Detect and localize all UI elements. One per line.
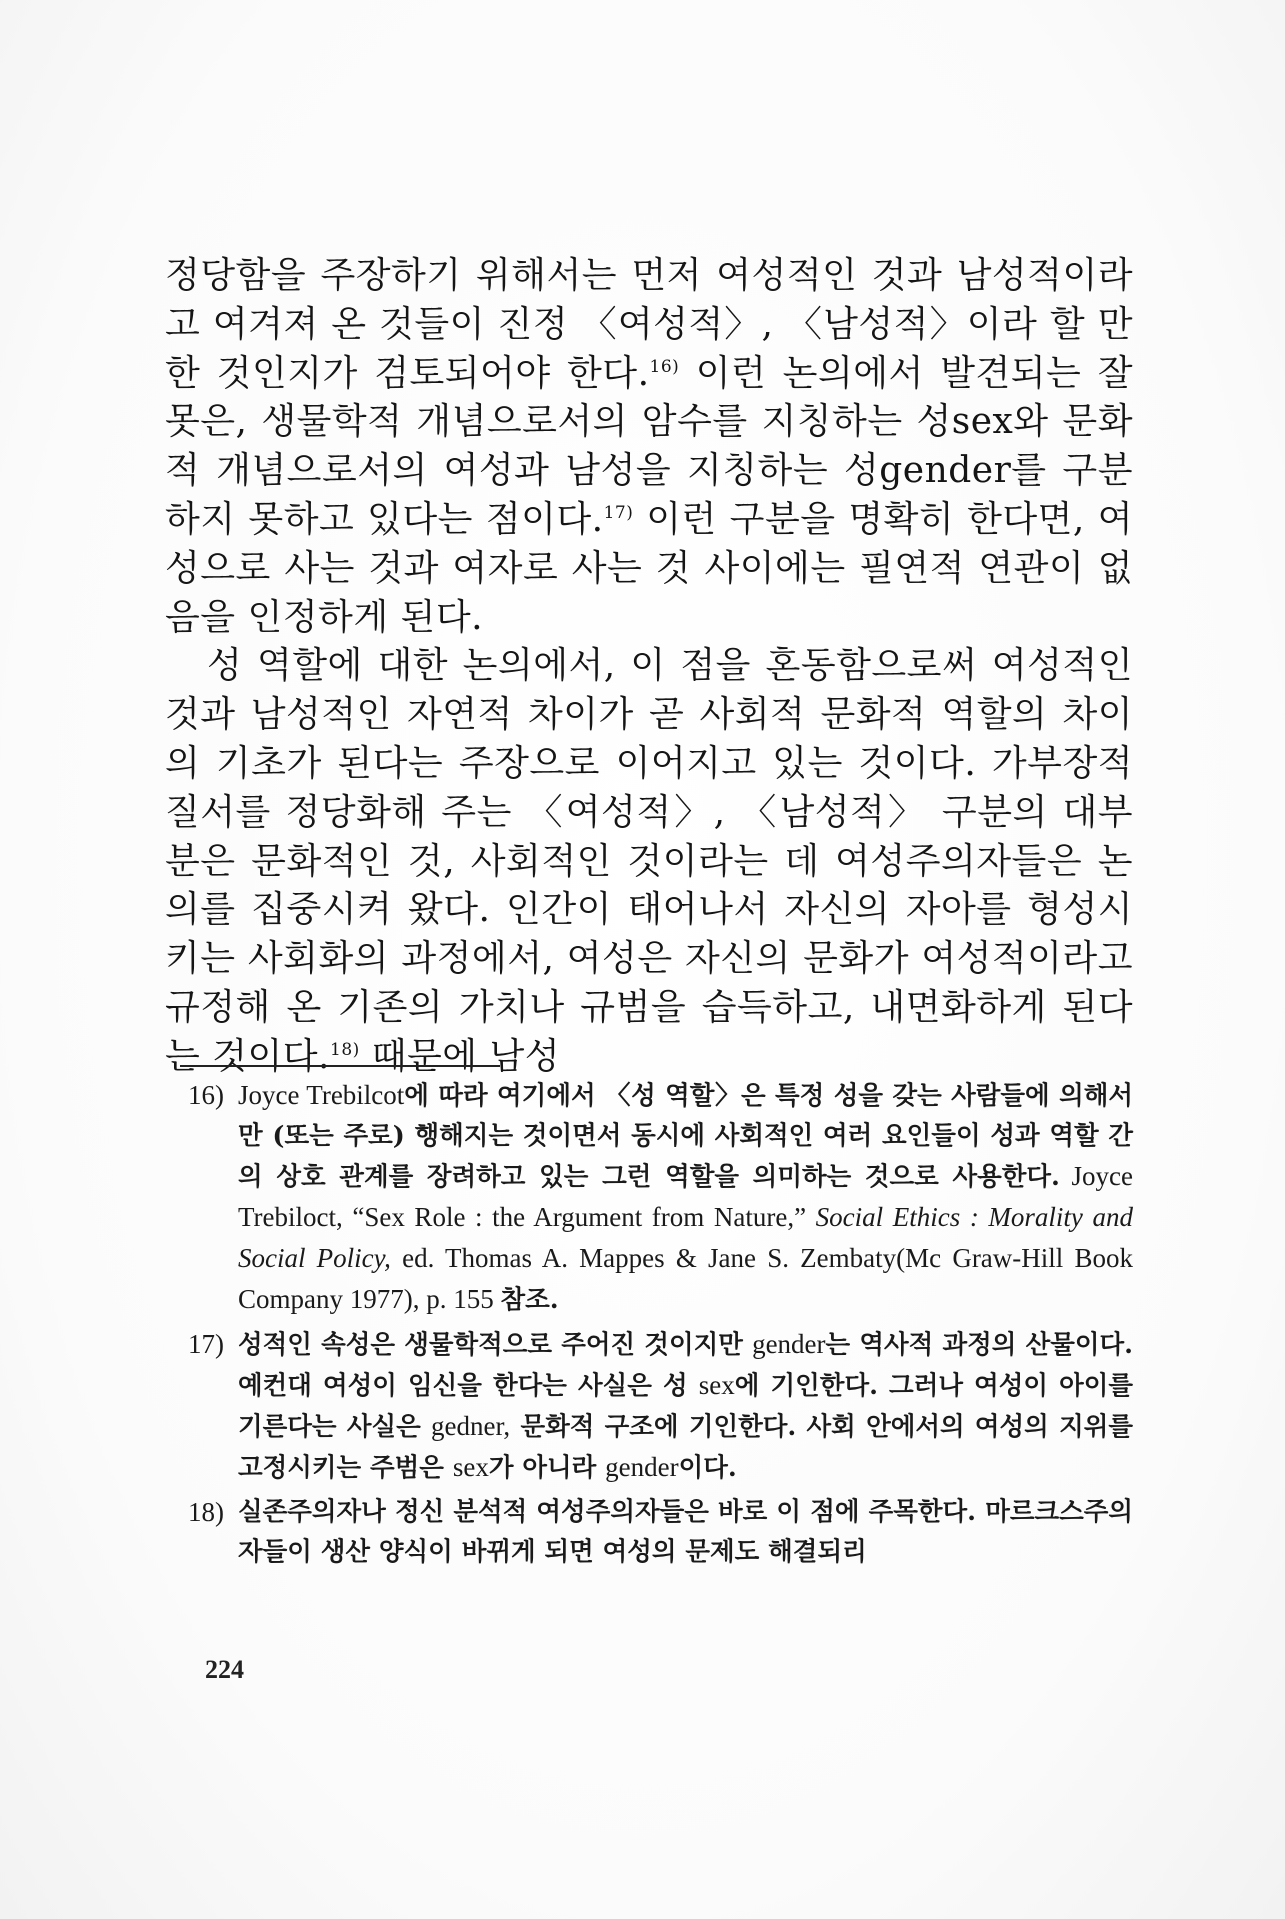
- footnote-16-book-title: Social Ethics : Morality and Social Policy,: [238, 1202, 1134, 1273]
- footnote-ref-16: 16): [649, 356, 680, 377]
- footnote-17-term-2: sex: [698, 1370, 735, 1400]
- footnote-ref-18: 18): [330, 1039, 360, 1060]
- footnote-17-term-1: gender: [752, 1329, 826, 1359]
- footnote-17-term-5: gender: [605, 1452, 679, 1482]
- footnote-16-author: Joyce Trebilcot: [238, 1080, 405, 1110]
- footnote-17-number: 17): [188, 1329, 224, 1359]
- footnote-17-term-4: sex: [452, 1452, 489, 1482]
- paragraph-1-part-a: 정당함을 주장하기 위해서는 먼저 여성적인 것과 남성적이라고 여겨져 온 것들이 진정 〈여성적〉, 〈남성적〉이라 할 만한 것인지가 검토되어야 한다.: [165, 255, 1133, 394]
- footnote-ref-17: 17): [603, 502, 634, 523]
- footnote-16-publisher: ed. Thomas A. Mappes & Jane S. Zembaty(Mc Graw-Hill Book Company 1977), p. 155: [238, 1243, 1133, 1314]
- footnote-16-reference: 참조.: [500, 1285, 559, 1315]
- footnote-17-text-4: 문화적 구조에 기인한다. 사회 안에서의 여성의 지위를 고정시키는 주범은: [238, 1412, 1133, 1483]
- footnote-18: [188, 1492, 1133, 1572]
- paragraph-2-part-a: 성 역할에 대한 논의에서, 이 점을 혼동함으로써 여성적인 것과 남성적인 자연적 차이가 곧 사회적 문화적 역할의 차이의 기초가 된다는 주장으로 이어지고 있는 것이다. 가부장적 질서를 정당화해 주는 〈여성적〉, 〈남성적〉 구분의 대부분은 문화적인 것, 사회적인 것이라는 데 여성주의자들은 논의를 집중시켜 왔다. 인간이 태어나서 자신의 자아를 형성시키는 사회화의 과정에서, 여성은 자신의 문화가 여성적이라고 규정해 온 기존의 가치나 규범을 습득하고, 내면화하게 된다는 것이다.: [165, 645, 1133, 1077]
- footnote-17-term-3: gedner,: [431, 1411, 511, 1441]
- footnote-16-number: 16): [188, 1080, 224, 1110]
- paragraph-1: [165, 252, 1133, 642]
- footnote-18-text: 실존주의자나 정신 분석적 여성주의자들은 바로 이 점에 주목한다. 마르크스주의자들이 생산 양식이 바뀌게 되면 여성의 문제도 해결되리: [238, 1497, 1133, 1567]
- paragraph-1-part-b: 이런 논의에서 발견되는 잘못은, 생물학적 개념으로서의 암수를 지칭하는 성sex와 문화적 개념으로서의 여성과 남성을 지칭하는 성gender를 구분하지 못하고 있다는 점이다.: [165, 352, 1133, 540]
- footnote-16: [188, 1075, 1134, 1320]
- footnotes: [188, 1075, 1134, 1572]
- page-number: 224: [205, 1655, 244, 1684]
- footnote-17-text-5: 가 아니라: [488, 1453, 606, 1483]
- footnote-17-text-3: 에 기인한다. 그러나 여성이 아이를 기른다는 사실은: [238, 1371, 1133, 1442]
- paragraph-2: [165, 642, 1133, 1081]
- footnote-17-text-1: 성적인 속성은 생물학적으로 주어진 것이지만: [238, 1330, 753, 1360]
- footnote-16-citation: Joyce Trebiloct, “Sex Role : the Argument from Nature,”: [238, 1161, 1133, 1232]
- paragraph-1-part-c: 이런 구분을 명확히 한다면, 여성으로 사는 것과 여자로 사는 것 사이에는 필연적 연관이 없음을 인정하게 된다.: [165, 498, 1133, 638]
- main-text: [165, 252, 1133, 1082]
- footnote-17-text-6: 이다.: [678, 1453, 737, 1483]
- footnote-17: [188, 1324, 1133, 1488]
- footnote-divider: [180, 1065, 500, 1067]
- paragraph-2-part-b: 때문에 남성: [359, 1035, 561, 1077]
- footnote-16-text: 에 따라 여기에서 〈성 역할〉은 특정 성을 갖는 사람들에 의해서만 (또는 주로) 행해지는 것이면서 동시에 사회적인 여러 요인들이 성과 역할 간의 상호 관계를 장려하고 있는 그런 역할을 의미하는 것으로 사용한다.: [238, 1081, 1133, 1192]
- footnote-18-number: 18): [188, 1497, 224, 1527]
- footnote-17-text-2: 는 역사적 과정의 산물이다. 예컨대 여성이 임신을 한다는 사실은 성: [238, 1330, 1133, 1401]
